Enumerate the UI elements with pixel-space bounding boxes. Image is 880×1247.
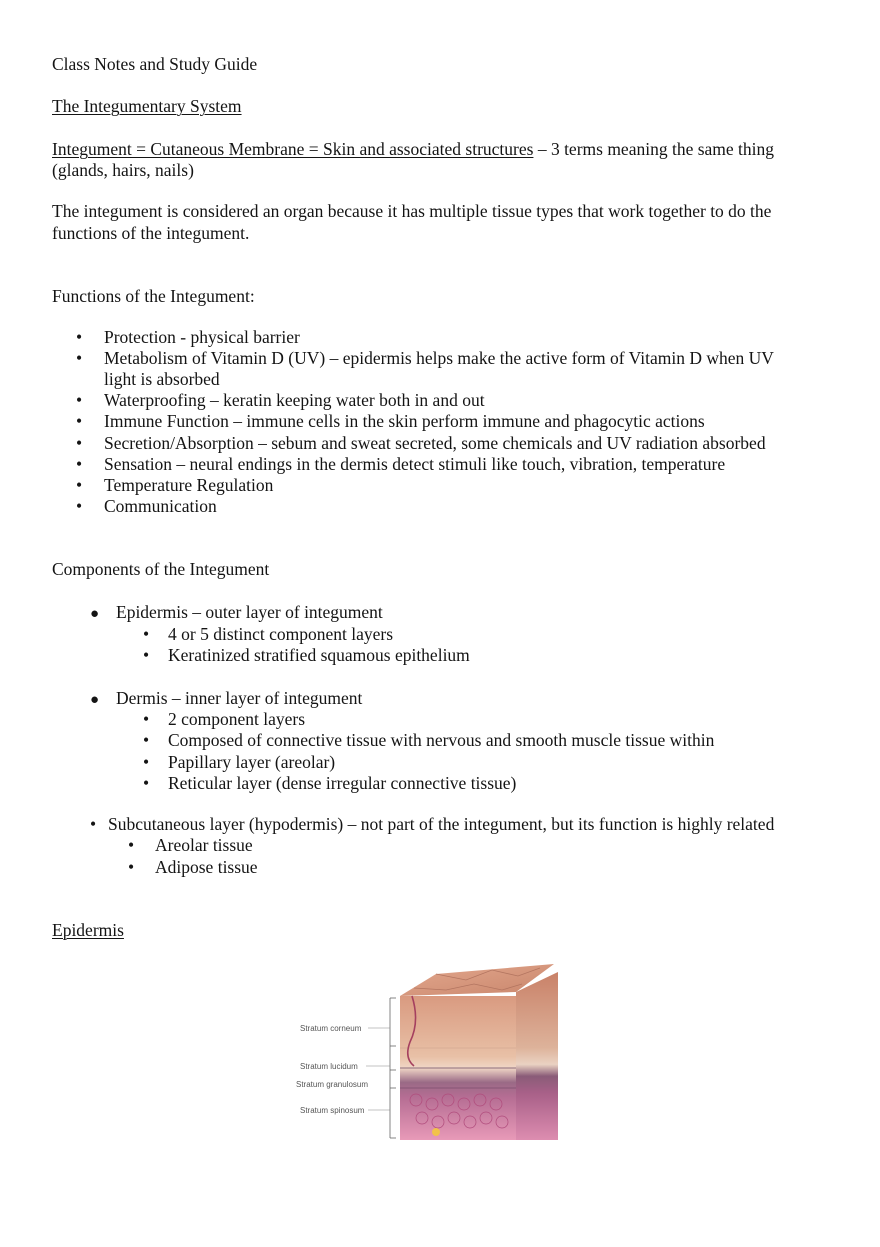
- epidermis-heading: Epidermis: [52, 920, 124, 940]
- round-bullet-icon: ●: [90, 606, 100, 622]
- list-item: • Communication: [76, 496, 217, 517]
- bullet-icon: •: [143, 773, 150, 793]
- list-item: • Reticular layer (dense irregular connective tissue): [143, 773, 517, 793]
- bullet-icon: •: [90, 814, 97, 834]
- bullet-icon: •: [143, 709, 150, 729]
- bullet-icon: •: [128, 835, 135, 855]
- dermis-item: ● Dermis – inner layer of integument: [90, 688, 362, 711]
- figure-label-spinosum: Stratum spinosum: [300, 1106, 365, 1115]
- list-item: • Secretion/Absorption – sebum and sweat secreted, some chemicals and UV radiation absorbed: [76, 432, 766, 453]
- list-item: • 2 component layers: [143, 709, 306, 729]
- bullet-icon: •: [76, 327, 83, 347]
- list-item: • Waterproofing – keratin keeping water both in and out: [76, 390, 485, 411]
- document-header: Class Notes and Study Guide: [52, 54, 258, 74]
- list-item: • Areolar tissue: [128, 835, 253, 855]
- subcutaneous-item: • Subcutaneous layer (hypodermis) – not part of the integument, but its function is highly related: [90, 814, 775, 834]
- bullet-icon: •: [76, 390, 83, 411]
- epidermis-item: ● Epidermis – outer layer of integument: [90, 602, 383, 625]
- organ-paragraph-line-1: The integument is considered an organ because it has multiple tissue types that work together to do the: [52, 201, 772, 221]
- list-item: • Adipose tissue: [128, 857, 258, 877]
- bullet-icon: •: [76, 496, 83, 517]
- bullet-icon: •: [128, 857, 135, 877]
- definition-line: [52, 139, 774, 160]
- bullet-icon: •: [76, 411, 83, 432]
- list-item: • Metabolism of Vitamin D (UV) – epidermis helps make the active form of Vitamin D when UV light is absorbed: [76, 348, 774, 390]
- functions-heading: Functions of the Integument:: [52, 286, 255, 306]
- definition-line-2: (glands, hairs, nails): [52, 160, 194, 180]
- list-item: • Immune Function – immune cells in the skin perform immune and phagocytic actions: [76, 411, 705, 432]
- figure-label-corneum: Stratum corneum: [300, 1024, 362, 1033]
- definition-rest: – 3 terms meaning the same thing: [533, 139, 775, 159]
- list-item: • Composed of connective tissue with nervous and smooth muscle tissue within: [143, 730, 715, 750]
- bullet-icon: •: [76, 432, 83, 453]
- figure-label-lucidum: Stratum lucidum: [300, 1062, 358, 1071]
- list-item: • Papillary layer (areolar): [143, 752, 336, 772]
- bullet-icon: •: [76, 474, 83, 495]
- components-heading: Components of the Integument: [52, 559, 270, 579]
- round-bullet-icon: ●: [90, 692, 100, 708]
- figure-label-granulosum: Stratum granulosum: [296, 1080, 369, 1089]
- bullet-icon: •: [143, 645, 150, 665]
- bullet-icon: •: [143, 624, 150, 644]
- bullet-icon: •: [76, 348, 83, 369]
- bullet-icon: •: [76, 453, 83, 474]
- definition-underlined: Integument = Cutaneous Membrane = Skin and associated structures: [52, 139, 534, 159]
- epidermis-layers-figure: [296, 962, 562, 1142]
- list-item: • Sensation – neural endings in the dermis detect stimuli like touch, vibration, temperature: [76, 453, 726, 474]
- list-item: • 4 or 5 distinct component layers: [143, 624, 394, 644]
- bullet-icon: •: [143, 752, 150, 772]
- organ-paragraph-line-2: functions of the integument.: [52, 223, 250, 243]
- list-item: • Keratinized stratified squamous epithelium: [143, 645, 470, 665]
- list-item: • Temperature Regulation: [76, 474, 274, 495]
- bullet-icon: •: [143, 730, 150, 750]
- list-item: • Protection - physical barrier: [76, 327, 300, 347]
- section-title: The Integumentary System: [52, 96, 242, 116]
- functions-list: [52, 327, 774, 517]
